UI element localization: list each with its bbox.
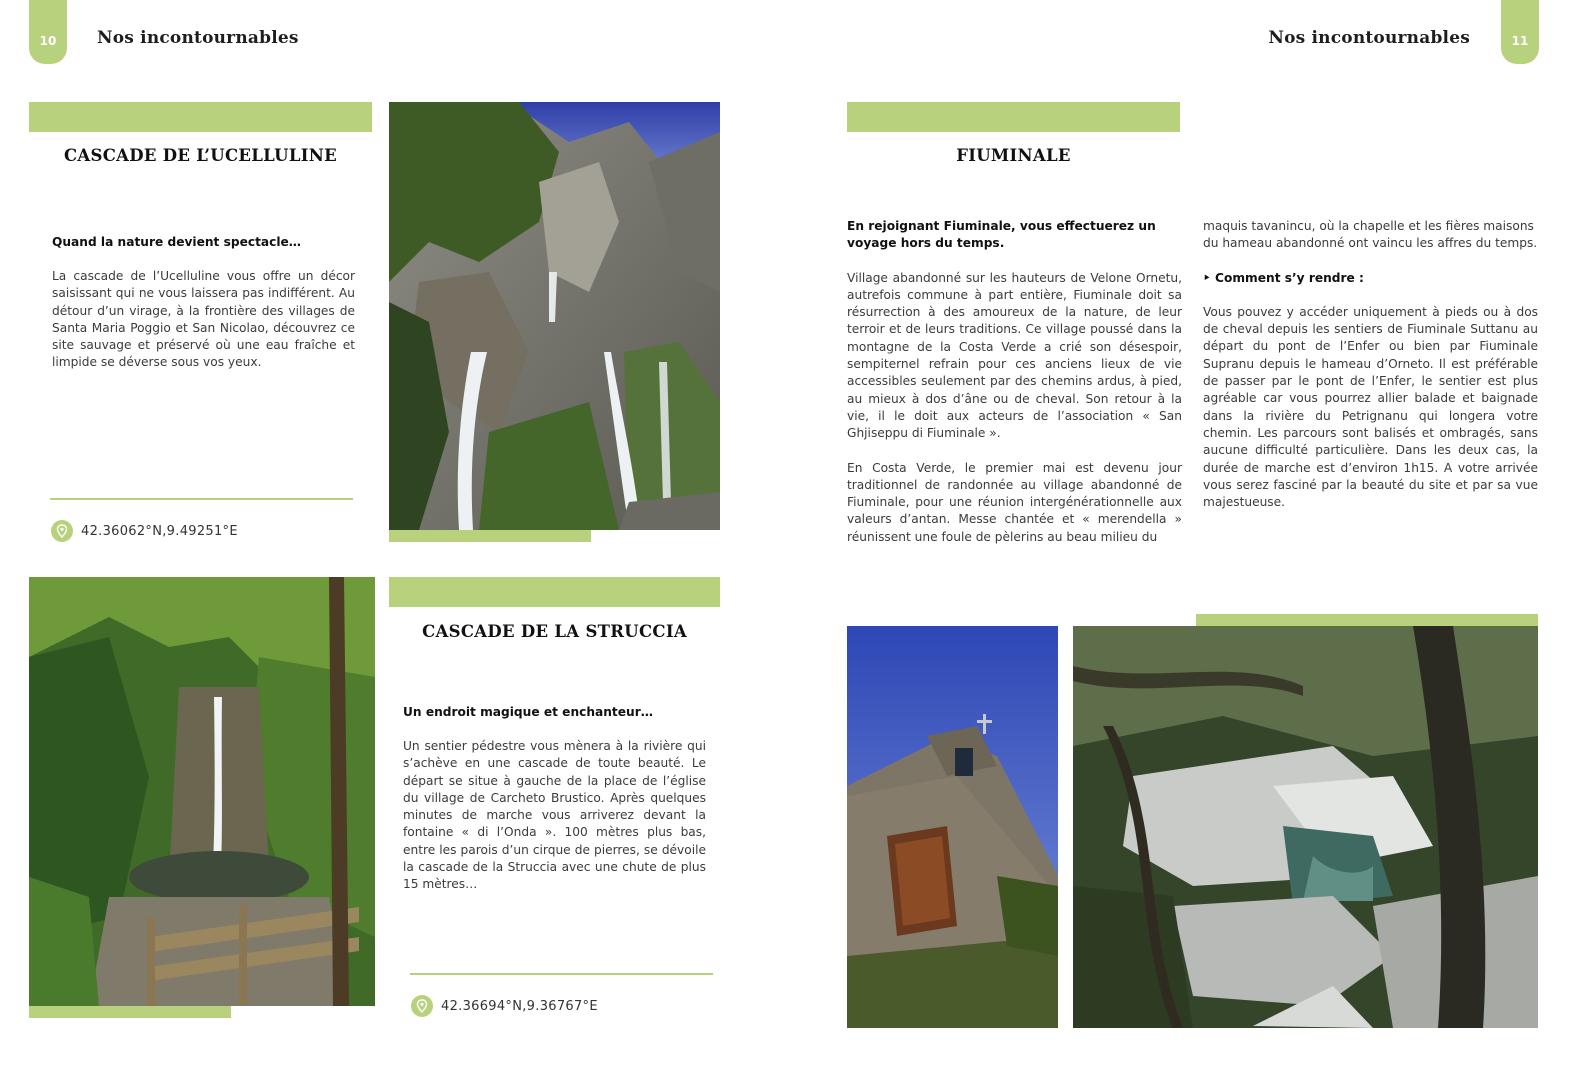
fiuminale-lead: En rejoignant Fiuminale, vous effectuerez un voyage hors du temps.	[847, 219, 1156, 251]
fiuminale-subhead: ‣ Comment s’y rendre :	[1203, 270, 1364, 285]
fiuminale-para-2: En Costa Verde, le premier mai est devenu jour traditionnel de randonnée au village abandonné de Fiuminale, pour une réunion intergénérationnelle aux valeurs d’antan. Messe chantée et « merendella » réunissent une foule de pèlerins au beau milieu du	[847, 460, 1182, 544]
struccia-coords: 42.36694°N,9.36767°E	[441, 999, 598, 1014]
divider	[50, 498, 353, 500]
location-pin-icon	[51, 520, 73, 542]
divider	[410, 973, 713, 975]
ucelluline-lead: Quand la nature devient spectacle…	[52, 235, 301, 249]
chapel-photo	[847, 626, 1058, 1028]
title-bar	[29, 102, 372, 132]
struccia-lead: Un endroit magique et enchanteur…	[403, 705, 653, 719]
fiuminale-title: FIUMINALE	[956, 146, 1071, 165]
photo-accent-bar	[29, 1006, 231, 1018]
fiuminale-para-3: maquis tavanincu, où la chapelle et les fières maisons du hameau abandonné ont vaincu les affres du temps.	[1203, 219, 1538, 251]
photo-accent-bar	[1196, 614, 1538, 626]
fiuminale-column-2	[1203, 218, 1538, 511]
ucelluline-title: CASCADE DE L’UCELLULINE	[63, 146, 338, 165]
page-number: 11	[1511, 34, 1529, 48]
title-bar	[847, 102, 1180, 132]
fiuminale-column-1	[847, 218, 1182, 546]
page-number: 10	[39, 34, 57, 48]
page-number-tab	[29, 0, 67, 64]
section-header: Nos incontournables	[97, 28, 299, 48]
photo-accent-bar	[389, 530, 591, 542]
fiuminale-para-4: Vous pouvez y accéder uniquement à pieds ou à dos de cheval depuis les sentiers de Fiuminale Suttanu au départ du pont de l’Enfer ou bien par Fiuminale Supranu depuis le hameau d’Orneto. Il est préférable de passer par le pont de l’Enfer, le sentier est plus agréable car vous pourrez allier balade et baignade dans la rivière du Petrignanu qui longera votre chemin. Les parcours sont balisés et ombragés, sans aucune difficulté particulière. Dans les deux cas, la durée de marche est d’environ 1h15. A votre arrivée vous serez fasciné par la beauté du site et par sa vue majestueuse.	[1203, 304, 1538, 510]
ucelluline-waterfall-photo	[389, 102, 720, 530]
struccia-title: CASCADE DE LA STRUCCIA	[422, 622, 687, 641]
page-number-tab	[1501, 0, 1539, 64]
river-photo	[1073, 626, 1538, 1028]
ucelluline-body: La cascade de l’Ucelluline vous offre un décor saisissant qui ne vous laissera pas indifférent. Au détour d’un virage, à la frontière des villages de Santa Maria Poggio et San Nicolao, découvrez ce site sauvage et préservé où une eau fraîche et limpide se déverse sous vos yeux.	[52, 269, 355, 370]
struccia-waterfall-photo	[29, 577, 375, 1006]
section-header: Nos incontournables	[1268, 28, 1470, 48]
title-bar	[389, 577, 720, 607]
struccia-body: Un sentier pédestre vous mènera à la rivière qui s’achève en une cascade de toute beauté. Le départ se situe à gauche de la place de l’église du village de Carcheto Brustico. Après quelques minutes de marche vous arriverez devant la fontaine « di l’Onda ». 100 mètres plus bas, entre les parois d’un cirque de pierres, se dévoile la cascade de la Struccia avec une chute de plus 15 mètres…	[403, 739, 706, 892]
fiuminale-para-1: Village abandonné sur les hauteurs de Velone Ornetu, autrefois commune à part entière, Fiuminale doit sa résurrection à des amoureux de la nature, de leur terroir et de leurs traditions. Ce village poussé dans la montagne de la Costa Verde a crié son désespoir, sempiternel refrain pour ces anciens lieux de vie accessibles seulement par des chemins ardus, à pied, au mieux à dos d’âne ou de cheval. Son retour à la vie, il le doit aux acteurs de l’association « San Ghjiseppu di Fiuminale ».	[847, 270, 1182, 441]
location-pin-icon	[411, 995, 433, 1017]
ucelluline-coords: 42.36062°N,9.49251°E	[81, 524, 238, 539]
